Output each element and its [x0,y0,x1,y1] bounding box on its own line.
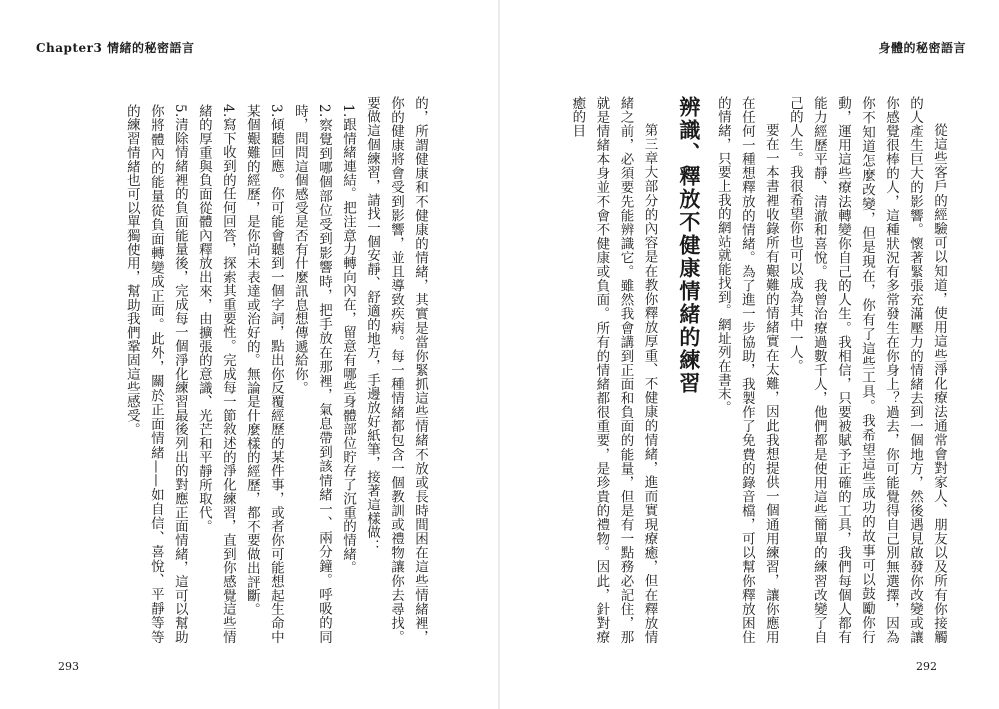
running-head-right: 身體的秘密語言 [878,41,966,55]
step-text: 寫下收到的任何回答，探索其重要性。完成每一節敘述的淨化練習，直到你感覺這些情緒的厚重與負面從體內釋放出來，由擴張的意識、光芒和平靜所取代。 [195,104,236,644]
step-number: 4. [219,104,236,118]
step-number: 5. [171,104,188,118]
step-text: 察覺到哪個部位受到影響時，把手放在那裡，氣息帶到該情緒一、兩分鐘。呼吸的同時，問問這個感受是否有什麼訊息想傳遞給你。 [291,104,332,644]
left-page-body [92,96,432,644]
step-text: 清除情緒裡的負面能量後，完成每一個淨化練習最後列出的對應正面情緒，這可以幫助你將體內的能量從負面轉變成正面。此外，關於正面情緒——如自信、喜悅、平靜等等的練習情緒也可以單獨使用，幫助我們鞏固這些感受。 [123,104,188,644]
page-number-left: 293 [58,660,79,673]
step-5 [120,96,192,644]
step-text: 跟情緒連結。把注意力轉向內在，留意有哪些身體部位貯存了沉重的情緒。 [339,117,356,575]
step-3 [240,96,288,644]
step-text: 傾聽回應。你可能會聽到一個字詞，點出你反覆經歷的某件事，或者你可能想起生命中某個艱難的經歷，是你尚未表達或治好的。無論是什麼樣的經歷，都不要做出評斷。 [243,104,284,644]
step-2 [288,96,336,644]
page-number-right: 292 [916,660,937,673]
exercise-steps [120,96,360,644]
section-heading: 辨識、釋放不健康情緒的練習 [676,96,701,395]
left-page [0,0,499,709]
paragraph-1: 從這些客戶的經驗可以知道，使用這些淨化療法通常會對家人、朋友以及所有你接觸的人產生巨大的影響。懷著緊張充滿壓力的情緒去到一個地方，然後遇見啟發你改變或讓你感覺很棒的人，這種狀況有多常發生在你身上？過去，你可能覺得自己別無選擇，因為你不知道怎麼改變，但是現在，你有了這些工具。我希望這些成功的故事可以鼓勵你行動，運用這些療法轉變你自己的人生。我相信，只要被賦予正確的工具，我們每個人都有能力經歷平靜、清澈和喜悅。我曾治療過數千人，他們都是使用這些簡單的練習改變了自己的人生。我很希望你也可以成為其中一人。 [786,96,947,644]
step-1 [336,96,360,644]
step-number: 3. [267,104,284,118]
running-head-left: Chapter3 情緒的秘密語言 [36,41,195,55]
step-number: 1. [339,104,356,118]
paragraph-3: 第三章大部分的內容是在教你釋放厚重、不健康的情緒，進而實現療癒，但在釋放情緒之前，必須要先能辨識它。雖然我會講到正面和負面的能量，但是有一點務必記住，那就是情緒本身並不會不健康或負面。所有的情緒都很重要，是珍貴的禮物。因此，針對療癒的目 [569,96,658,644]
right-page-body [569,96,951,644]
paragraph-2: 要在一本書裡收錄所有艱難的情緒實在太難，因此我想提供一個通用練習，讓你應用在任何一種想釋放的情緒。為了進一步協助，我製作了免費的錄音檔，可以幫你釋放困住的情緒，只要上我的網站就能找到。網址列在書末。 [714,96,779,644]
paragraph-continued: 的，所謂健康和不健康的情緒，其實是當你緊抓這些情緒不放或長時間困在這些情緒裡，你的健康將會受到影響，並且導致疾病。每一種情緒都包含一個教訓或禮物讓你去尋找。要做這個練習，請找一個安靜、舒適的地方，手邊放好紙筆，接著這樣做： [363,96,428,644]
right-page [499,0,999,709]
step-number: 2. [315,104,332,118]
step-4 [192,96,240,644]
